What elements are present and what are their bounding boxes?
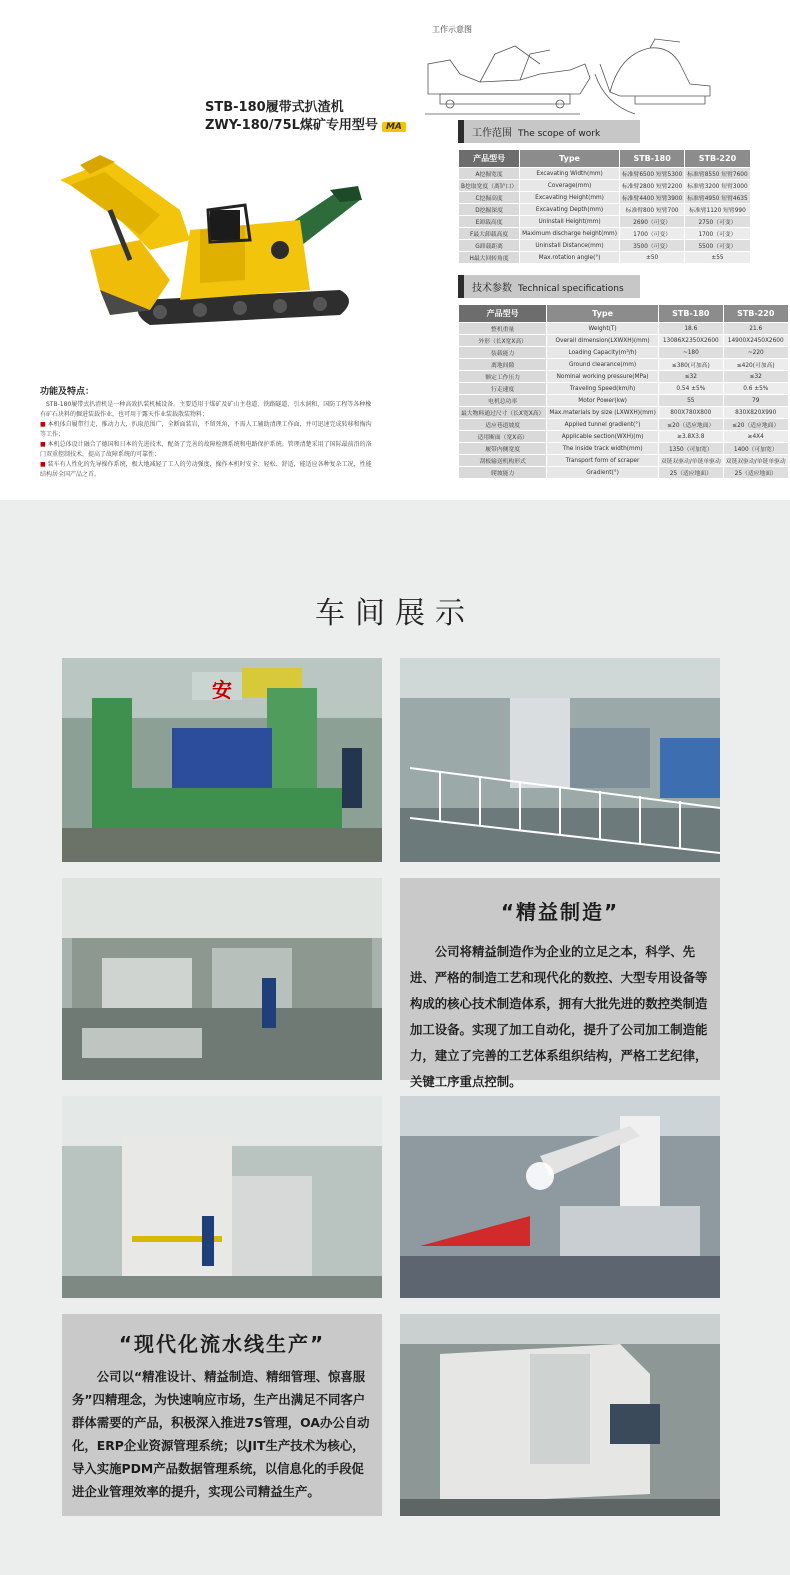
table-cell: 1400（可加宽） (723, 443, 788, 455)
bullet-icon: ■ (40, 421, 48, 428)
scope-table (458, 149, 751, 264)
table-cell: ≥3.8X3.8 (658, 431, 723, 443)
table-row (459, 240, 751, 252)
tech_panel-column-header: Type (547, 305, 659, 323)
table-row (459, 192, 751, 204)
table-cell: 25（适应地面） (723, 467, 788, 479)
table-cell: 离地间隙 (459, 359, 547, 371)
modern-production-box (62, 1314, 382, 1516)
workshop-photo-5 (400, 1096, 720, 1298)
cnc-machine-photo (62, 1096, 382, 1298)
table-cell: Loading Capacity(m³/h) (547, 347, 659, 359)
table-row (459, 419, 789, 431)
table-cell: ≤20（适应地面） (658, 419, 723, 431)
table-cell: 标准臂4400 短臂3900 (619, 192, 684, 204)
lean-manufacturing-title: “精益制造” (500, 900, 620, 924)
table-cell: 双链双驱动/单链单驱动 (658, 455, 723, 467)
feature-text: 装车有人性化的先导操作系统，极大地减轻了工人的劳动强度，操作本机时安全、轻松、舒适，能适应各种复杂工况，性能结构居全国产品之首。 (40, 461, 372, 478)
table-cell: Weight(T) (547, 323, 659, 335)
table-cell: ≤380(可加高) (658, 359, 723, 371)
table-row (459, 395, 789, 407)
scope_panel-column-header: Type (520, 150, 620, 168)
table-cell: D挖掘深度 (459, 204, 520, 216)
product-title-line2 (205, 114, 406, 133)
table-cell: 外形（长X宽X高） (459, 335, 547, 347)
table-cell: 标准臂3200 短臂3000 (685, 180, 750, 192)
table-cell: Uninstall Height(mm) (520, 216, 620, 228)
table-cell: 13086X2350X2600 (658, 335, 723, 347)
workshop-photo-3 (62, 878, 382, 1080)
table-cell: Excavating Width(mm) (520, 168, 620, 180)
large-machining-center-photo (400, 1314, 720, 1516)
table-cell: 800X780X800 (658, 407, 723, 419)
table-row (459, 228, 751, 240)
table-cell: ≥4X4 (723, 431, 788, 443)
feature-text: 本机总体设计融合了德国和日本的先进技术，配备了完善的故障检测系统和电路保护系统。管理清楚采用了国际最前沿的洛门双重控制技术，提高了故障系统的可靠性； (40, 441, 372, 458)
table-cell: Max.rotation angle(°) (520, 252, 620, 264)
table-cell: ≤32 (658, 371, 723, 383)
bullet-icon: ■ (40, 461, 48, 468)
excavator-machine-image (40, 150, 370, 340)
features-list (40, 400, 375, 480)
feature-item (40, 420, 375, 440)
table-cell: 0.54 ±5% (658, 383, 723, 395)
table-cell: 5500（可变） (685, 240, 750, 252)
table-row (459, 467, 789, 479)
table-cell: 25（适应地面） (658, 467, 723, 479)
table-cell: 55 (658, 395, 723, 407)
table-cell: 适用断面（宽X高） (459, 431, 547, 443)
showcase-title: 车间展示 (315, 596, 475, 631)
table-cell: 履带内侧宽度 (459, 443, 547, 455)
table-row (459, 407, 789, 419)
features-title: 功能及特点： (40, 387, 95, 397)
table-cell: Uninstall Distance(mm) (520, 240, 620, 252)
table-cell: ±55 (685, 252, 750, 264)
tech-panel-header (458, 275, 640, 298)
ma-badge: MA (382, 122, 406, 132)
table-cell: 最大物料通过尺寸（长X宽X高） (459, 407, 547, 419)
table-cell: 爬坡能力 (459, 467, 547, 479)
bullet-icon: ■ (40, 441, 48, 448)
scope_panel-column-header: STB-180 (619, 150, 684, 168)
table-cell: 适应巷道坡度 (459, 419, 547, 431)
table-cell: 79 (723, 395, 788, 407)
table-cell: 18.6 (658, 323, 723, 335)
workshop-showcase-section (0, 500, 790, 1575)
table-cell: Overall dimension(LXWXH)(mm) (547, 335, 659, 347)
table-cell: Applicable section(WXH)(m) (547, 431, 659, 443)
tech-title-zh: 技术参数 (472, 283, 512, 294)
table-cell: A挖掘宽度 (459, 168, 520, 180)
tech_panel-column-header: 产品型号 (459, 305, 547, 323)
tech-title-en: Technical specifications (518, 284, 624, 294)
workshop-photo-1 (62, 658, 382, 862)
scope-title-en: The scope of work (518, 129, 601, 139)
table-row (459, 443, 789, 455)
table-row (459, 371, 789, 383)
table-row (459, 347, 789, 359)
table-cell: B挖取宽度（离铲口） (459, 180, 520, 192)
table-cell: 标准臂800 短臂700 (619, 204, 684, 216)
table-cell: ~220 (723, 347, 788, 359)
feature-item (40, 460, 375, 480)
table-cell: F最大卸载高度 (459, 228, 520, 240)
table-cell: 14900X2450X2600 (723, 335, 788, 347)
table-cell: Excavating Height(mm) (520, 192, 620, 204)
scope_panel-header-row (459, 150, 751, 168)
table-cell: 标准臂2800 短臂2200 (619, 180, 684, 192)
features-intro: STB-180履带式扒渣机是一种高效扒装机械设备。主要适用于煤矿及矿山主巷道、铁路隧道、引水洞和、国防工程等各种橡有矿石块料的掘进装载作业，也可用于露天作业装载散装物料； (40, 401, 372, 418)
table-cell: 额定工作压力 (459, 371, 547, 383)
tech-table (458, 304, 789, 479)
table-row (459, 335, 789, 347)
scope-panel-header (458, 120, 640, 143)
table-row (459, 323, 789, 335)
table-row (459, 216, 751, 228)
table-cell: E卸载高度 (459, 216, 520, 228)
table-cell: Excavating Depth(mm) (520, 204, 620, 216)
table-cell: 21.6 (723, 323, 788, 335)
lean-manufacturing-body: 公司将精益制造作为企业的立足之本，科学、先进、严格的制造工艺和现代化的数控、大型专用设备等构成的核心技术制造体系，拥有大批先进的数控类制造加工设备。实现了加工自动化，提升了公司加工制造能力，建立了完善的工艺体系组织结构，严格工艺纪律，关键工序重点控制。 (410, 944, 708, 1089)
table-cell: 标准臂1120 短臂990 (685, 204, 750, 216)
table-cell: 双链双驱动/单链单驱动 (723, 455, 788, 467)
tech_panel-column-header: STB-180 (658, 305, 723, 323)
scope_panel-column-header: 产品型号 (459, 150, 520, 168)
table-cell: 830X820X990 (723, 407, 788, 419)
table-cell: Applied tunnel gradient(°) (547, 419, 659, 431)
table-row (459, 359, 789, 371)
table-cell: 2690（可变） (619, 216, 684, 228)
welding-robot-photo (400, 1096, 720, 1298)
table-row (459, 168, 751, 180)
table-cell: 3500（可变） (619, 240, 684, 252)
working-schematic-diagram (420, 34, 720, 120)
table-cell: H最大回转角度 (459, 252, 520, 264)
table-row (459, 204, 751, 216)
table-cell: Traveling Speed(km/h) (547, 383, 659, 395)
product-spec-section (0, 0, 790, 500)
table-row (459, 252, 751, 264)
table-cell: Ground clearance(mm) (547, 359, 659, 371)
table-cell: Max.materials by size (LXWXH)(mm) (547, 407, 659, 419)
table-cell: 标准臂8550 短臂7600 (685, 168, 750, 180)
table-row (459, 180, 751, 192)
modern-production-body: 公司以“精准设计、精益制造、精细管理、惊喜服务”四精理念，为快速响应市场，生产出满足不同客户群体需要的产品，积极深入推进7S管理，OA办公自动化，ERP企业资源管理系统；以JIT生产技术为核心，导入实施PDM产品数据管理系统，以信息化的手段促进企业管理效率的提升，实现公司精益生产。 (72, 1369, 370, 1499)
table-cell: ≤420(可加高) (723, 359, 788, 371)
table-cell: 电机总功率 (459, 395, 547, 407)
lathe-workshop-photo (62, 878, 382, 1080)
table-cell: 1700（可变） (685, 228, 750, 240)
table-cell: ±50 (619, 252, 684, 264)
table-cell: 整机重量 (459, 323, 547, 335)
photo1-banner-text: 安 (212, 678, 232, 702)
scope-title-zh: 工作范围 (472, 128, 512, 139)
table-cell: The inside track width(mm) (547, 443, 659, 455)
table-cell: 标准臂4950 短臂4635 (685, 192, 750, 204)
table-cell: ~180 (658, 347, 723, 359)
table-cell: 行走速度 (459, 383, 547, 395)
feature-items (40, 420, 375, 480)
table-cell: Nominal working pressure(MPa) (547, 371, 659, 383)
table-cell: Maximum discharge height(mm) (520, 228, 620, 240)
lean-manufacturing-box (400, 878, 720, 1089)
table-row (459, 455, 789, 467)
modern-production-title: “现代化流水线生产” (118, 1332, 326, 1356)
table-cell: 1700（可变） (619, 228, 684, 240)
table-cell: 装载能力 (459, 347, 547, 359)
table-cell: 2750（可变） (685, 216, 750, 228)
table-cell: Transport form of scraper (547, 455, 659, 467)
product-title-line1: STB-180履带式扒渣机 (205, 100, 344, 115)
table-cell: C挖掘高度 (459, 192, 520, 204)
table-cell: 标准臂6500 短臂5300 (619, 168, 684, 180)
table-cell: 刮板输送机构形式 (459, 455, 547, 467)
feature-item (40, 440, 375, 460)
table-row (459, 383, 789, 395)
table-cell: Motor Power(kw) (547, 395, 659, 407)
table-cell: G卸载距离 (459, 240, 520, 252)
table-row (459, 431, 789, 443)
table-cell: ≤20（适应地面） (723, 419, 788, 431)
scope_panel-column-header: STB-220 (685, 150, 750, 168)
workshop-photo-4 (62, 1096, 382, 1298)
diagram-label: 工作示意图 (432, 25, 472, 34)
tech_panel-header-row (459, 305, 789, 323)
machining-center-photo (400, 658, 720, 862)
table-cell: ≤32 (723, 371, 788, 383)
table-cell: Gradient(°) (547, 467, 659, 479)
tech_panel-column-header: STB-220 (723, 305, 788, 323)
table-cell: Coverage(mm) (520, 180, 620, 192)
product-title-line2-text: ZWY-180/75L煤矿专用型号 (205, 118, 378, 133)
workshop-photo-2 (400, 658, 720, 862)
feature-text: 本机体自履带行走，推动力大，扒取范围广，全断面装岩，不留死角，不需人工辅助清理工作面，并可迅速完成转移和掏沟等工作； (40, 421, 372, 438)
workshop-photo-6 (400, 1314, 720, 1516)
table-cell: 0.6 ±5% (723, 383, 788, 395)
table-cell: 1350（可加宽） (658, 443, 723, 455)
